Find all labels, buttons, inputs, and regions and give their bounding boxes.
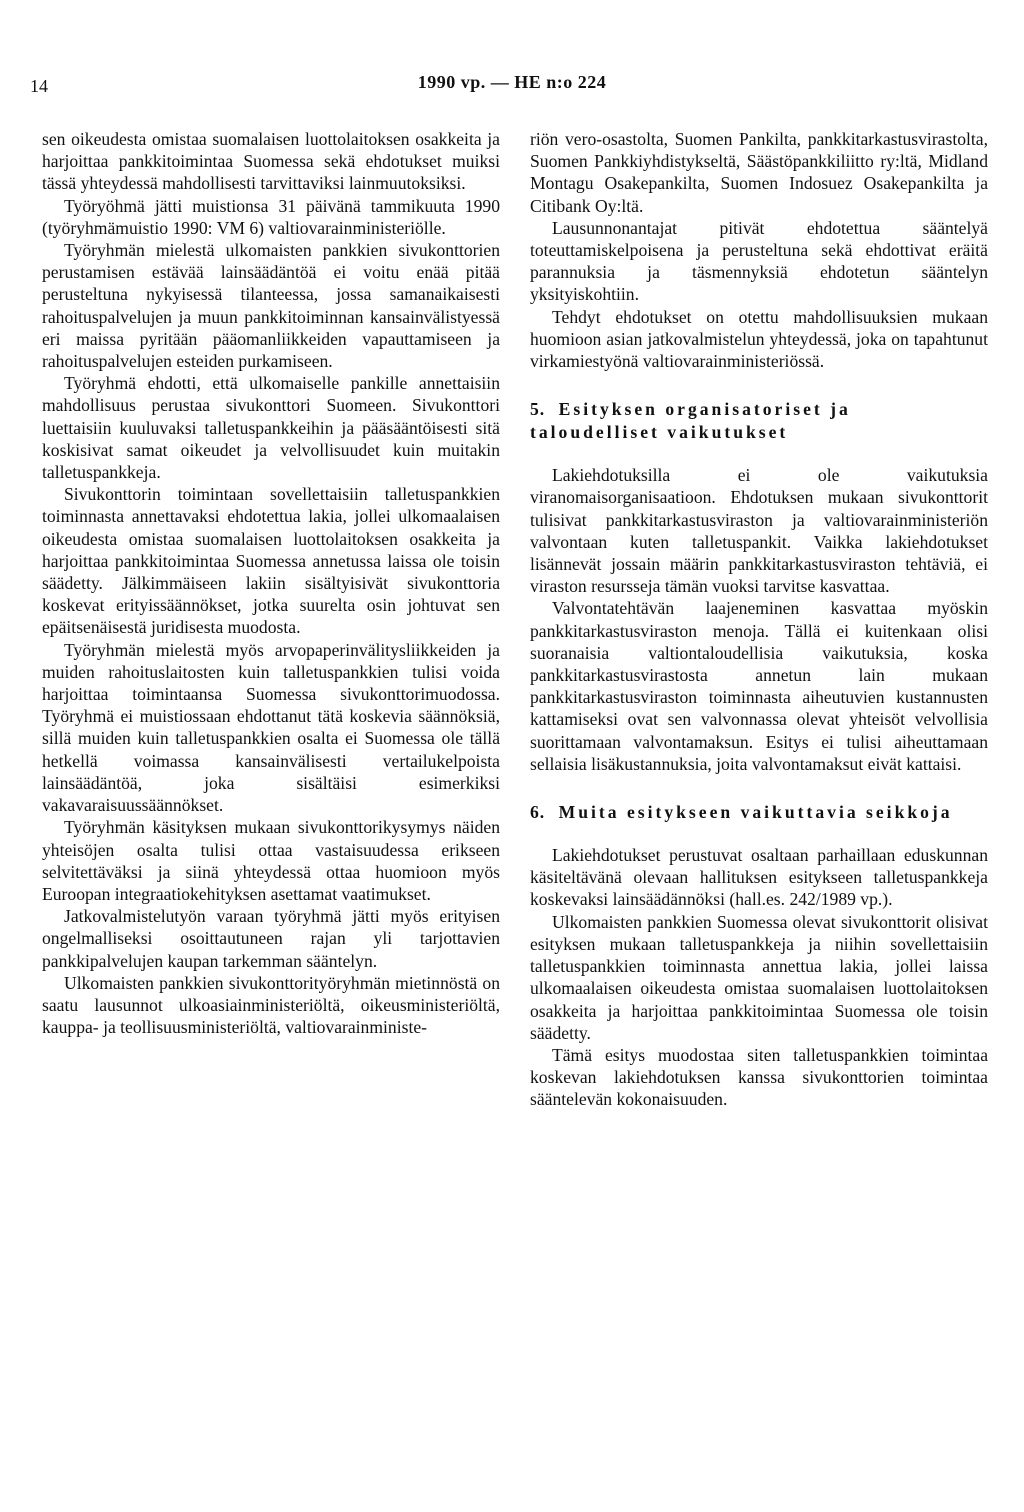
body-paragraph: Työryhmän käsityksen mukaan sivukonttorikysymys näiden yhteisöjen osalta tulisi ottaa vastaisuudessa erikseen selvitettäväksi ja siinä yhteydessä ottaa huomioon myös Euroopan integraatiokehityksen asettamat vaatimukset. — [42, 817, 500, 904]
body-paragraph: Työryhmän mielestä myös arvopaperinvälitysliikkeiden ja muiden rahoituslaitosten kuin talletuspankkien tulisi voida harjoittaa toimintaansa Suomessa sivukonttorimuodossa. Työryhmä ei muistiossaan ehdottanut tätä koskevia säännöksiä, sillä muiden kuin talletuspankkien osalta ei Suomessa ole tällä hetkellä voimassa kansainvälisesti vertailukelpoista lainsäädäntöä, joka sisältäisi esimerkiksi vakavaraisuussäännökset. — [42, 639, 500, 816]
body-paragraph: sen oikeudesta omistaa suomalaisen luottolaitoksen osakkeita ja harjoittaa pankkitoimintaa Suomessa sekä ehdotukset muiksi tässä yhteydessä mahdollisesti tarvittaviksi lainmuutoksiksi. — [42, 129, 500, 194]
body-paragraph: Ulkomaisten pankkien Suomessa olevat sivukonttorit olisivat esityksen mukaan talletuspankkeja ja niihin sovellettaisiin talletuspankkien toiminnasta annettua lakia, jollei laissa ulkomaalaisen oikeudesta omistaa suomalaisen luottolaitoksen osakkeita ja harjoittaa pankkitoimintaa Suomessa ole toisin säädetty. — [530, 911, 988, 1043]
body-paragraph: Sivukonttorin toimintaan sovellettaisiin talletuspankkien toiminnasta annettavaksi ehdotettua lakia, jollei ulkomaalaisen oikeudesta omistaa suomalaisen luottolaitoksen osakkeita ja harjoittaa pankkitoimintaa Suomessa annetussa laissa ole toisin säädetty. Jälkimmäiseen lakiin sisältyisivät sivukonttoria koskevat erityissäännökset, jotka suurelta osin johtuvat sen epäitsenäisestä juridisesta muodosta. — [42, 484, 500, 638]
body-paragraph: Tämä esitys muodostaa siten talletuspankkien toimintaa koskevan lakiehdotuksen kanssa sivukonttorien toimintaa sääntelevän kokonaisuuden. — [530, 1044, 988, 1110]
body-paragraph: Työryöhmä jätti muistionsa 31 päivänä tammikuuta 1990 (työryhmämuistio 1990: VM 6) valtiovarainministeriölle. — [42, 195, 500, 238]
body-paragraph: riön vero-osastolta, Suomen Pankilta, pankkitarkastusvirastolta, Suomen Pankkiyhdistykseltä, Säästöpankkiliitto ry:ltä, Midland Montagu Osakepankilta, Suomen Indosuez Osakepankilta ja Citibank Oy:ltä. — [530, 129, 988, 216]
page-header-title: 1990 vp. — HE n:o 224 — [417, 72, 607, 92]
body-paragraph: Lakiehdotukset perustuvat osaltaan parhaillaan eduskunnan käsiteltävänä olevaan hallituksen esitykseen talletuspankkeja koskevaksi lainsäädännöksi (hall.es. 242/1989 vp.). — [530, 845, 988, 910]
body-paragraph: Lakiehdotuksilla ei ole vaikutuksia viranomaisorganisaatioon. Ehdotuksen mukaan sivukonttorit tulisivat pankkitarkastusviraston ja valtiovarainministeriön valvontaan kuten talletuspankit. Vaikka lakiehdotukset lisännevät jossain määrin pankkitarkastusviraston tehtäviä, ei viraston resursseja tämän vuoksi tarvitse kasvattaa. — [530, 465, 988, 597]
body-paragraph: Työryhmä ehdotti, että ulkomaiselle pankille annettaisiin mahdollisuus perustaa sivukonttori Suomeen. Sivukonttori luettaisiin kuuluvaksi talletuspankkeihin ja pääsääntöisesti sitä koskisivat samat oikeudet ja velvollisuudet kuin muitakin talletuspankkeja. — [42, 373, 500, 483]
page-number: 14 — [30, 76, 48, 96]
right-column — [530, 128, 988, 1111]
body-paragraph: Valvontatehtävän laajeneminen kasvattaa myöskin pankkitarkastusviraston menoja. Tällä ei kuitenkaan olisi suoranaisia valtiontaloudellisia vaikutuksia, koska pankkitarkastusvirastosta annetun lain mukaan pankkitarkastusviraston toiminnasta aiheutuvien kustannusten kattamiseksi ovat sen valvonnassa olevat yhteisöt velvollisia suorittamaan valvontamaksun. Esitys ei tulisi aiheuttamaan sellaisia lisäkustannuksia, joita valvontamaksut eivät kattaisi. — [530, 598, 988, 774]
section-6-title: Muita esitykseen vaikuttavia seikkoja — [558, 802, 953, 823]
section-6-heading — [530, 801, 988, 824]
body-paragraph: Työryhmän mielestä ulkomaisten pankkien sivukonttorien perustamisen estävää lainsäädäntöä ei voitu enää pitää perusteltuna nykyisessä tilanteessa, jossa samanaikaisesti rahoituspalvelujen ja muun pankkitoiminnan kansainvälistyessä eri maissa pyritään pääomanliikkeiden vapauttamiseen ja rahoituspalvelujen esteiden purkamiseen. — [42, 240, 500, 372]
body-paragraph: Ulkomaisten pankkien sivukonttorityöryhmän mietinnöstä on saatu lausunnot ulkoasiainministeriöltä, oikeusministeriöltä, kauppa- ja teollisuusministeriöltä, valtiovarainministe- — [42, 972, 500, 1038]
body-paragraph: Lausunnonantajat pitivät ehdotettua sääntelyä toteuttamiskelpoisena ja perusteltuna sekä ehdottivat eräitä parannuksia ja täsmennyksiä ehdotetun sääntelyn yksityiskohtiin. — [530, 217, 988, 305]
section-6-number: 6. — [530, 802, 546, 823]
section-5-heading — [530, 398, 988, 444]
body-paragraph: Jatkovalmistelutyön varaan työryhmä jätti myös erityisen ongelmalliseksi osoittautuneen rajan yli tarjottavien pankkipalvelujen kaupan tarkemman sääntelyn. — [42, 906, 500, 971]
left-column — [42, 128, 500, 1038]
section-5-number: 5. — [530, 399, 546, 420]
section-5-title: Esityksen organisatoriset ja taloudelliset vaikutukset — [530, 399, 851, 443]
body-paragraph: Tehdyt ehdotukset on otettu mahdollisuuksien mukaan huomioon asian jatkovalmistelun yhteydessä, joka on tapahtunut virkamiestyönä valtiovarainministeriössä. — [530, 306, 988, 372]
